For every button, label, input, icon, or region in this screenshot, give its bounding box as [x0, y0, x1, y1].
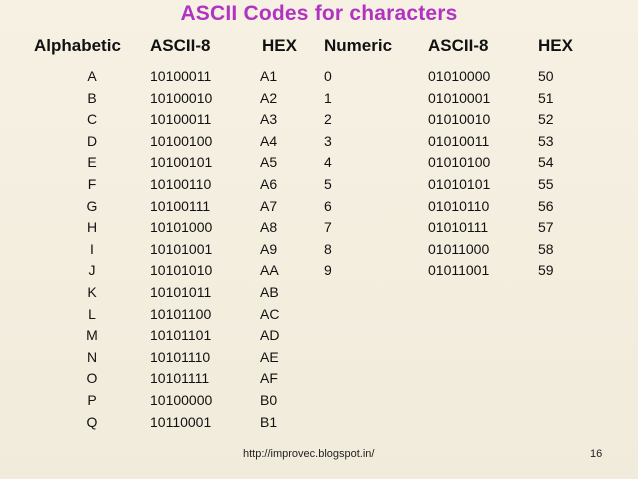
header-ascii8-alpha: ASCII-8: [150, 36, 211, 55]
letter-cell: L: [88, 305, 96, 322]
ascii8-cell: 01010001: [428, 89, 491, 106]
footer-url: http://improvec.blogspot.in/: [243, 448, 375, 460]
letter-cell: I: [90, 240, 94, 257]
letter-cell: Q: [86, 413, 98, 430]
ascii8-cell: 01010010: [428, 111, 491, 128]
hex-cell: A6: [260, 175, 278, 192]
hex-cell: B1: [260, 413, 278, 430]
digit-cell: 4: [324, 154, 332, 171]
header-alphabetic: Alphabetic: [34, 36, 121, 55]
digit-cell: 1: [324, 89, 332, 106]
ascii8-cell: 10100110: [150, 175, 212, 192]
header-hex-alpha: HEX: [262, 36, 297, 55]
header-numeric: Numeric: [324, 36, 393, 55]
ascii8-cell: 01010110: [428, 197, 490, 214]
header-ascii8-numeric: ASCII-8: [428, 36, 489, 55]
hex-cell: 53: [538, 132, 554, 149]
hex-cell: AE: [260, 348, 279, 365]
hex-cell: 56: [538, 197, 554, 214]
digit-cell: 9: [324, 262, 332, 279]
ascii8-cell: 10101111: [150, 370, 210, 387]
letter-cell: P: [87, 391, 97, 408]
letter-cell: O: [86, 370, 98, 387]
hex-cell: AA: [260, 262, 279, 279]
letter-cell: C: [86, 111, 98, 128]
hex-cell: 51: [538, 89, 554, 106]
letter-cell: A: [87, 68, 97, 84]
hex-cell: A5: [260, 154, 278, 171]
digit-cell: 3: [324, 132, 332, 149]
ascii8-cell: 10101100: [150, 305, 212, 322]
ascii8-cell: 01010000: [428, 68, 491, 84]
numeric-hex-column: [538, 66, 554, 282]
letter-cell: M: [86, 327, 98, 344]
digit-cell: 5: [324, 175, 332, 192]
ascii8-cell: 10100011: [150, 111, 212, 128]
hex-cell: 50: [538, 68, 554, 84]
hex-cell: AB: [260, 283, 279, 300]
numeric-ascii8-column: [428, 66, 490, 282]
ascii8-cell: 01011001: [428, 262, 490, 279]
ascii8-cell: 10101010: [150, 262, 213, 279]
ascii8-cell: 01010101: [428, 175, 491, 192]
ascii8-cell: 10101001: [150, 240, 213, 257]
hex-cell: A2: [260, 89, 278, 106]
ascii8-cell: 10100100: [150, 132, 213, 149]
ascii8-cell: 01010111: [428, 219, 489, 236]
digit-cell: 8: [324, 240, 332, 257]
ascii8-cell: 10101000: [150, 219, 213, 236]
ascii8-cell: 10100101: [150, 154, 213, 171]
hex-cell: A3: [260, 111, 278, 128]
hex-cell: 54: [538, 154, 554, 171]
ascii8-cell: 10100011: [150, 68, 212, 84]
hex-cell: AD: [260, 327, 280, 344]
numeric-digits-column: [324, 66, 332, 282]
digit-cell: 2: [324, 111, 332, 128]
hex-cell: A1: [260, 68, 278, 84]
letter-cell: J: [88, 262, 96, 279]
alphabetic-hex-column: [260, 66, 279, 433]
ascii8-cell: 01011000: [428, 240, 490, 257]
digit-cell: 6: [324, 197, 332, 214]
hex-cell: 59: [538, 262, 554, 279]
ascii8-cell: 01010011: [428, 132, 490, 149]
page-number: 16: [590, 448, 603, 460]
letter-cell: N: [86, 348, 98, 365]
hex-cell: 58: [538, 240, 554, 257]
letter-cell: F: [87, 175, 97, 192]
ascii8-cell: 10101011: [150, 283, 212, 300]
hex-cell: 52: [538, 111, 554, 128]
ascii8-cell: 10100010: [150, 89, 213, 106]
digit-cell: 7: [324, 219, 332, 236]
ascii8-cell: 01010100: [428, 154, 491, 171]
ascii8-cell: 10101110: [150, 348, 211, 365]
ascii8-cell: 10101101: [150, 327, 212, 344]
digit-cell: 0: [324, 68, 332, 84]
hex-cell: AF: [260, 370, 278, 387]
ascii8-cell: 10110001: [150, 413, 212, 430]
hex-cell: A4: [260, 132, 278, 149]
letter-cell: K: [87, 283, 97, 300]
letter-cell: H: [86, 219, 98, 236]
hex-cell: A9: [260, 240, 278, 257]
alphabetic-letters-column: [72, 66, 112, 433]
alphabetic-ascii8-column: [150, 66, 212, 433]
hex-cell: 57: [538, 219, 554, 236]
letter-cell: B: [87, 89, 97, 106]
letter-cell: E: [87, 154, 97, 171]
hex-cell: A8: [260, 219, 278, 236]
slide-title: ASCII Codes for characters: [180, 2, 458, 25]
letter-cell: G: [86, 197, 98, 214]
hex-cell: A7: [260, 197, 278, 214]
hex-cell: B0: [260, 391, 278, 408]
hex-cell: 55: [538, 175, 554, 192]
letter-cell: D: [86, 132, 98, 149]
header-hex-numeric: HEX: [538, 36, 573, 55]
hex-cell: AC: [260, 305, 280, 322]
ascii8-cell: 10100000: [150, 391, 213, 408]
ascii8-cell: 10100111: [150, 197, 211, 214]
